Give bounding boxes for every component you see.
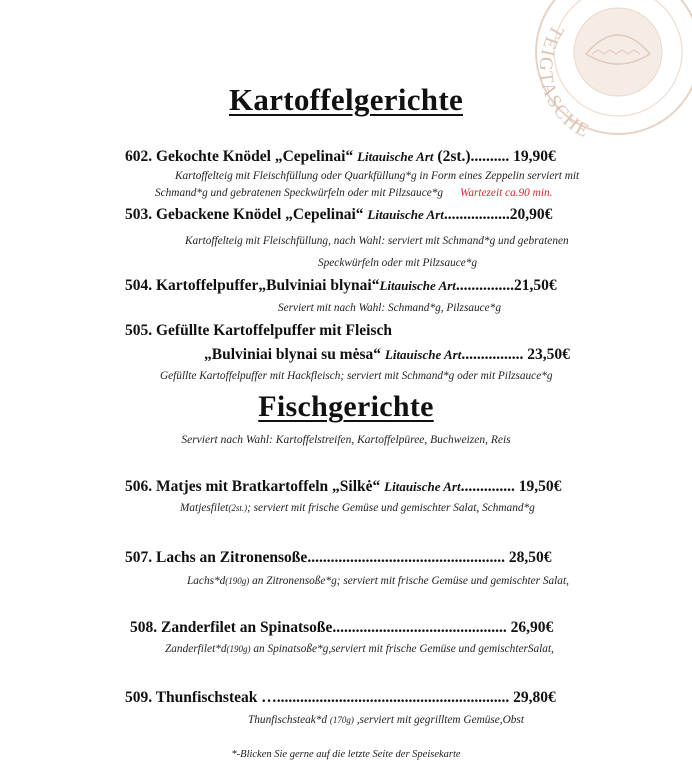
item-602-description-2: Schmand*g und gebratenen Speckwürfeln oder mit Pilzsauce*g Wartezeit ca.90 min. bbox=[155, 187, 553, 199]
style-label: Litauische Art bbox=[357, 149, 434, 164]
section-title-kartoffelgerichte: Kartoffelgerichte bbox=[228, 82, 464, 117]
item-507-description: Lachs*d(190g) an Zitronensoße*g; serviert mit frische Gemüse und gemischter Salat, bbox=[187, 575, 569, 587]
section-subtitle: Serviert nach Wahl: Kartoffelstreifen, Kartoffelpüree, Buchweizen, Reis bbox=[181, 434, 511, 446]
item-504-description: Serviert mit nach Wahl: Schmand*g, Pilzsauce*g bbox=[278, 302, 501, 314]
footer-note: *-Blicken Sie gerne auf die letzte Seite der Speisekarte bbox=[231, 749, 461, 760]
section-title-fischgerichte: Fischgerichte bbox=[258, 390, 434, 423]
item-505-description: Gefüllte Kartoffelpuffer mit Hackfleisch; serviert mit Schmand*g oder mit Pilzsauce*g bbox=[160, 370, 553, 382]
waiting-time-note: Wartezeit ca.90 min. bbox=[459, 187, 553, 199]
item-509-description: Thunfischsteak*d (170g) ,serviert mit gegrilltem Gemüse,Obst bbox=[248, 714, 524, 726]
item-503-description: Kartoffelteig mit Fleischfüllung, nach Wahl: serviert mit Schmand*g und gebratenen bbox=[185, 235, 569, 247]
menu-item-503: 503. Gebackene Knödel „Cepelinai“ Litauische Art.................20,90€ bbox=[125, 206, 553, 223]
menu-item-504: 504. Kartoffelpuffer„Bulviniai blynai“Litauische Art...............21,50€ bbox=[125, 277, 557, 294]
menu-item-602: 602. Gekochte Knödel „Cepelinai“ Litauische Art (2st.).......... 19,90€ bbox=[125, 148, 556, 165]
menu-item-506: 506. Matjes mit Bratkartoffeln „Silkė“ Litauische Art.............. 19,50€ bbox=[125, 478, 562, 495]
teigtasche-stamp-logo bbox=[528, 0, 692, 142]
menu-item-505-line-2: „Bulviniai blynai su mėsa“ Litauische Art................ 23,50€ bbox=[204, 346, 570, 363]
menu-item-505: 505. Gefüllte Kartoffelpuffer mit Fleisch bbox=[125, 322, 393, 339]
stamp-text: TEIGTASCHE bbox=[534, 21, 594, 142]
item-508-description: Zanderfilet*d(190g) an Spinatsoße*g,serviert mit frische Gemüse und gemischterSalat, bbox=[165, 643, 554, 655]
item-602-description: Kartoffelteig mit Fleischfüllung oder Quarkfüllung*g in Form eines Zeppelin serviert mit bbox=[175, 170, 580, 182]
item-503-description-2: Speckwürfeln oder mit Pilzsauce*g bbox=[318, 257, 478, 269]
menu-item-508: 508. Zanderfilet an Spinatsoße............................................. 26,90€ bbox=[130, 619, 554, 636]
item-506-description: Matjesfilet(2st.); serviert mit frische Gemüse und gemischter Salat, Schmand*g bbox=[180, 502, 535, 514]
menu-item-507: 507. Lachs an Zitronensoße................................................... 28,50€ bbox=[125, 549, 552, 566]
menu-item-509: 509. Thunfischsteak …............................................................ 29,80€ bbox=[125, 689, 556, 706]
